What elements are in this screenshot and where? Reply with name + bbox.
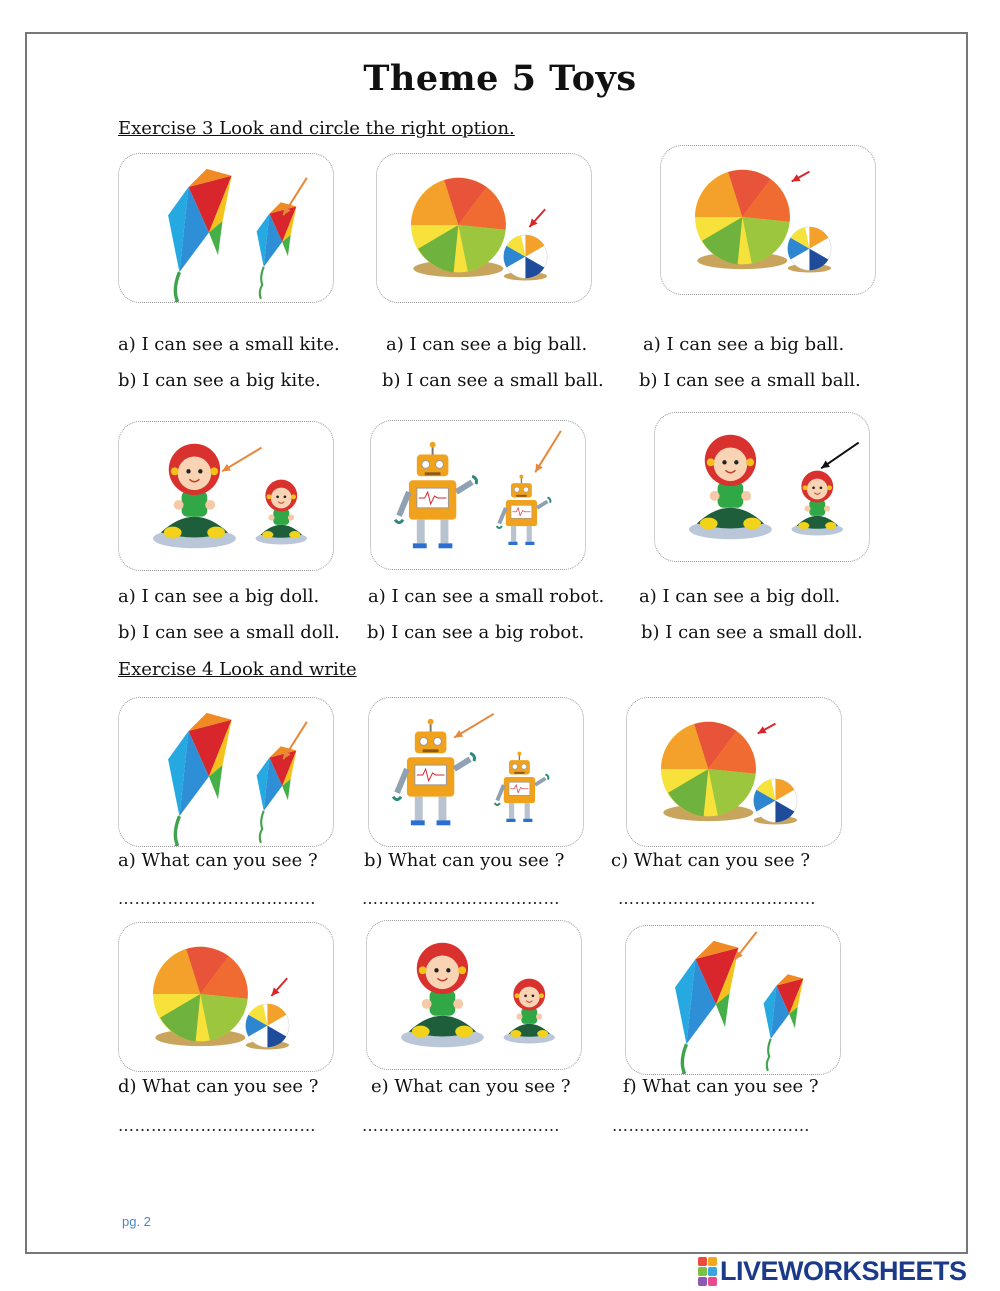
option-b[interactable]: b) I can see a big kite.: [118, 370, 321, 391]
liveworksheets-logo[interactable]: [698, 1257, 967, 1285]
option-b[interactable]: b) I can see a small ball.: [639, 370, 861, 391]
page-number: pg. 2: [122, 1214, 151, 1229]
ball-illustration: [627, 698, 841, 846]
option-a[interactable]: a) I can see a big doll.: [118, 586, 320, 607]
question-e: e) What can you see ?: [371, 1076, 571, 1097]
answer-line-c[interactable]: ………………………………: [618, 889, 816, 908]
option-a[interactable]: a) I can see a big doll.: [639, 586, 841, 607]
option-a[interactable]: a) I can see a small kite.: [118, 334, 340, 355]
picture-card-dolls: [366, 920, 582, 1070]
brand-name: LIVEWORKSHEETS: [720, 1255, 967, 1286]
doll-illustration: [655, 413, 869, 561]
exercise-3-heading: Exercise 3 Look and circle the right option.: [118, 118, 515, 139]
option-b[interactable]: b) I can see a small doll.: [641, 622, 863, 643]
doll-illustration: [367, 921, 581, 1069]
ball-illustration: [377, 154, 591, 302]
picture-card-dolls: [118, 421, 334, 571]
option-a[interactable]: a) I can see a small robot.: [368, 586, 605, 607]
answer-line-d[interactable]: ………………………………: [118, 1116, 316, 1135]
robot-illustration: [369, 698, 583, 846]
picture-card-dolls: [654, 412, 870, 562]
ball-illustration: [119, 923, 333, 1071]
option-b[interactable]: b) I can see a big robot.: [367, 622, 585, 643]
picture-card-balls: [660, 145, 876, 295]
kite-illustration: [119, 154, 333, 302]
kite-illustration: [626, 926, 840, 1074]
option-b[interactable]: b) I can see a small ball.: [382, 370, 604, 391]
picture-card-balls: [376, 153, 592, 303]
picture-card-robots: [370, 420, 586, 570]
question-a: a) What can you see ?: [118, 850, 318, 871]
answer-line-a[interactable]: ………………………………: [118, 889, 316, 908]
logo-tiles-icon: [698, 1257, 717, 1286]
answer-line-b[interactable]: ………………………………: [362, 889, 560, 908]
answer-line-f[interactable]: ………………………………: [612, 1116, 810, 1135]
option-b[interactable]: b) I can see a small doll.: [118, 622, 340, 643]
picture-card-kites: [118, 153, 334, 303]
page-title: Theme 5 Toys: [363, 58, 637, 99]
doll-illustration: [119, 422, 333, 570]
question-b: b) What can you see ?: [364, 850, 565, 871]
picture-card-kites: [625, 925, 841, 1075]
option-a[interactable]: a) I can see a big ball.: [386, 334, 588, 355]
robot-illustration: [371, 421, 585, 569]
picture-card-kites: [118, 697, 334, 847]
question-f: f) What can you see ?: [623, 1076, 819, 1097]
question-d: d) What can you see ?: [118, 1076, 319, 1097]
answer-line-e[interactable]: ………………………………: [362, 1116, 560, 1135]
exercise-4-heading: Exercise 4 Look and write: [118, 659, 357, 680]
picture-card-robots: [368, 697, 584, 847]
picture-card-balls: [118, 922, 334, 1072]
ball-illustration: [661, 146, 875, 294]
question-c: c) What can you see ?: [611, 850, 810, 871]
picture-card-balls: [626, 697, 842, 847]
kite-illustration: [119, 698, 333, 846]
option-a[interactable]: a) I can see a big ball.: [643, 334, 845, 355]
